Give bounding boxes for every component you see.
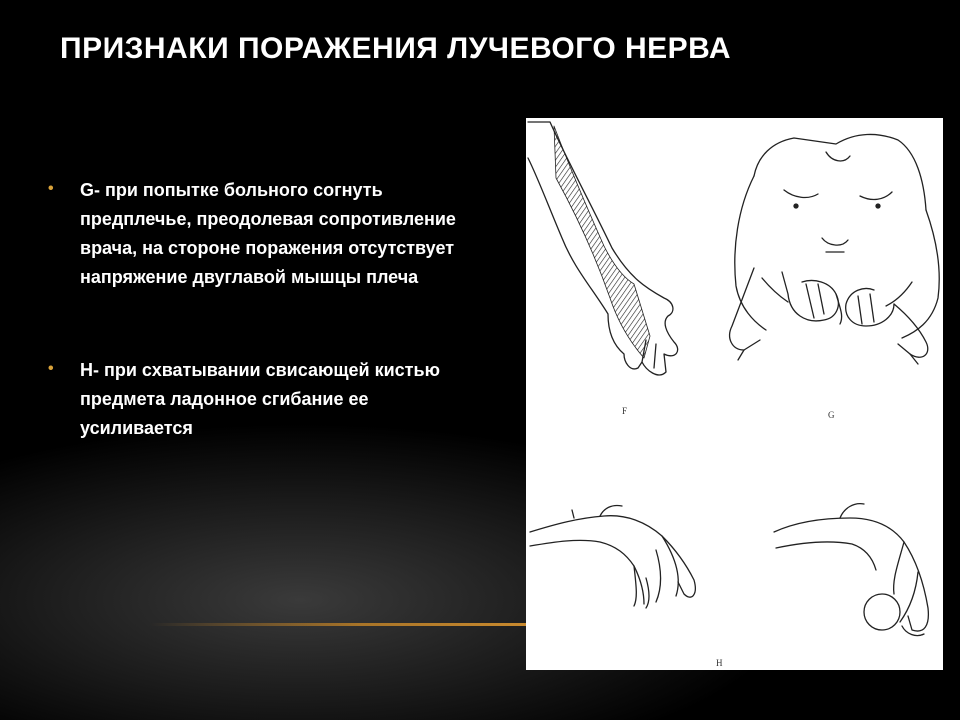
decorative-glow-line (150, 623, 530, 626)
slide-title: ПРИЗНАКИ ПОРАЖЕНИЯ ЛУЧЕВОГО НЕРВА (60, 32, 732, 65)
illustration-svg (526, 118, 943, 670)
figure-label-f: F (622, 406, 628, 416)
bullet-marker: • (48, 360, 54, 377)
panel-h-drop-wrist-drawing (530, 505, 695, 608)
figure-label-g: G (828, 410, 835, 420)
bullet-list (48, 176, 468, 507)
bullet-marker: • (48, 180, 54, 197)
panel-f-arm-drawing (528, 122, 678, 375)
panel-g-torso-drawing (730, 134, 940, 364)
figure-label-h: H (716, 658, 723, 668)
bullet-text-h: H- при схватывании свисающей кистью предмета ладонное сгибание ее усиливается (80, 360, 440, 438)
bullet-text-g: G- при попытке больного согнуть предплечье, преодолевая сопротивление врача, на стороне поражения отсутствует напряжение двуглавой мышцы плеча (80, 180, 456, 287)
bullet-item-g (48, 176, 468, 292)
bullet-item-h (48, 356, 468, 443)
medical-illustration (526, 118, 943, 670)
panel-h-grasp-drawing (774, 504, 928, 636)
